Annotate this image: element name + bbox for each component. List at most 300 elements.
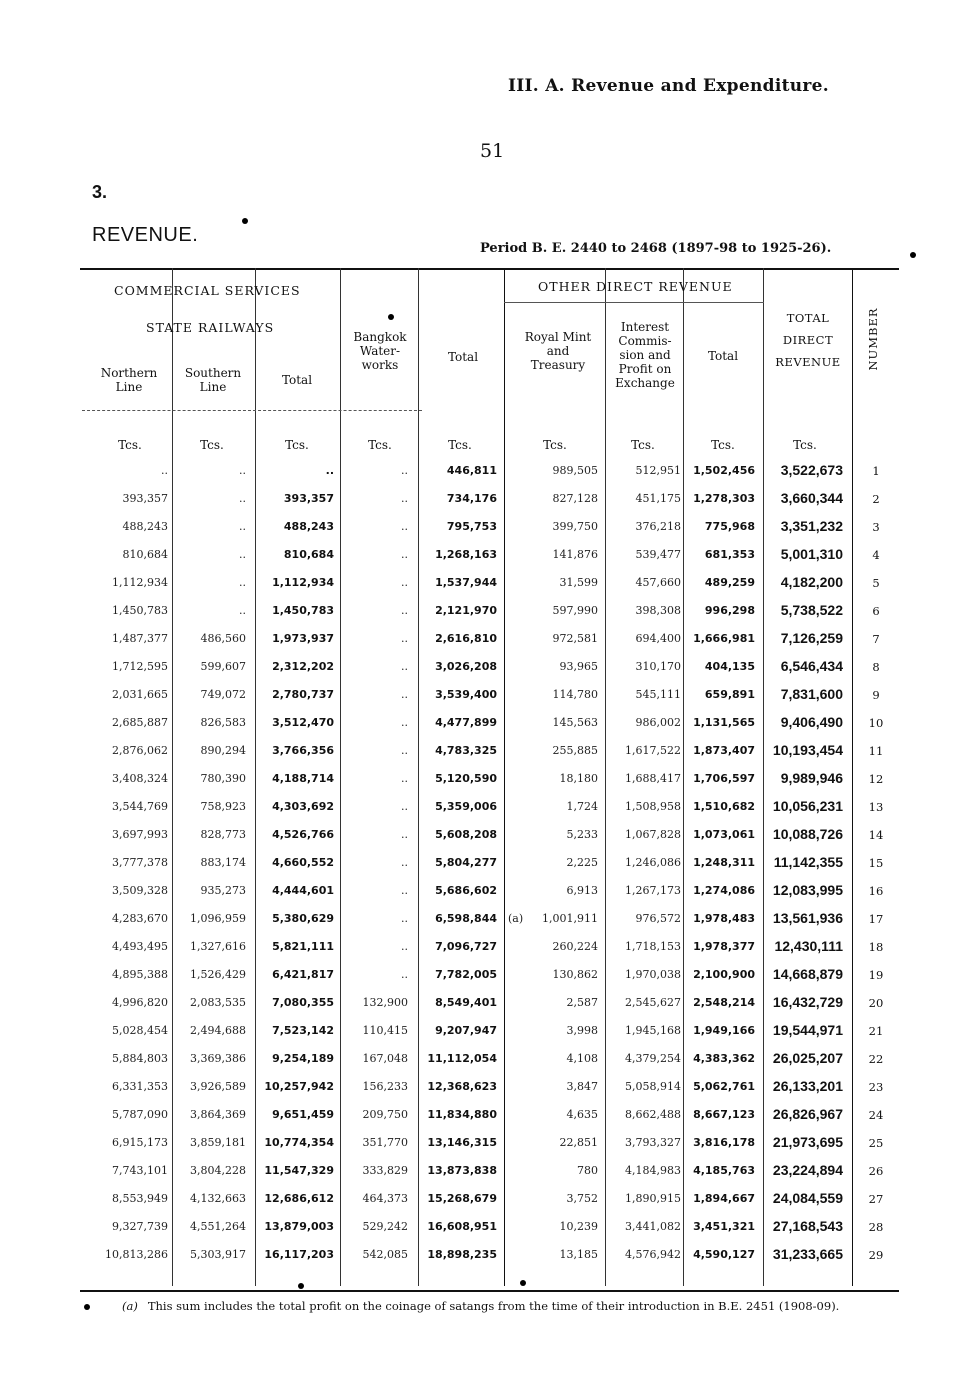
group-header-other: OTHER DIRECT REVENUE [538, 279, 733, 294]
cell-i: 4,576,942 [625, 1248, 681, 1261]
cell-m: 3,752 [566, 1192, 598, 1205]
table-row [0, 1102, 965, 1130]
cell-row-number: 16 [868, 884, 884, 898]
ink-speck [910, 252, 916, 258]
cell-s: 4,132,663 [190, 1192, 246, 1205]
table-row [0, 1242, 965, 1270]
cell-m: 1,001,911 [542, 912, 598, 925]
cell-w: .. [401, 576, 408, 589]
cell-ot: 4,185,763 [693, 1164, 755, 1177]
cell-rt: 810,684 [283, 548, 334, 561]
cell-ct: 734,176 [446, 492, 497, 505]
cell-ot: 1,510,682 [693, 800, 755, 813]
cell-s: 4,551,264 [190, 1220, 246, 1233]
cell-n: 4,996,820 [112, 996, 168, 1009]
cell-row-number: 1 [872, 464, 880, 478]
cell-n: 2,031,665 [112, 688, 168, 701]
table-row [0, 990, 965, 1018]
table-row [0, 626, 965, 654]
cell-ct: 1,268,163 [435, 548, 497, 561]
table-row [0, 962, 965, 990]
cell-i: 1,688,417 [625, 772, 681, 785]
cell-m: 972,581 [552, 632, 598, 645]
table-row [0, 458, 965, 486]
cell-s: 599,607 [200, 660, 246, 673]
table-row [0, 794, 965, 822]
cell-row-number: 4 [872, 548, 880, 562]
cell-ct: 2,616,810 [435, 632, 497, 645]
cell-i: 1,508,958 [625, 800, 681, 813]
cell-row-number: 2 [872, 492, 880, 506]
cell-n: 2,685,887 [112, 716, 168, 729]
cell-ct: 4,783,325 [435, 744, 497, 757]
cell-i: 5,058,914 [625, 1080, 681, 1093]
cell-i: 1,617,522 [625, 744, 681, 757]
cell-ct: 5,804,277 [435, 856, 497, 869]
ink-speck [84, 1304, 90, 1310]
cell-td: 26,133,201 [772, 1078, 843, 1094]
cell-i: 1,945,168 [625, 1024, 681, 1037]
cell-i: 4,184,983 [625, 1164, 681, 1177]
cell-td: 16,432,729 [772, 994, 843, 1010]
cell-row-number: 15 [868, 856, 884, 870]
cell-ot: 3,451,321 [693, 1220, 755, 1233]
cell-i: 451,175 [635, 492, 681, 505]
cell-m: 10,239 [559, 1220, 598, 1233]
cell-rt: 10,774,354 [264, 1136, 334, 1149]
cell-ct: 7,782,005 [435, 968, 497, 981]
cell-i: 1,718,153 [625, 940, 681, 953]
table-row [0, 906, 965, 934]
cell-n: 3,408,324 [112, 772, 168, 785]
cell-n: 4,283,670 [112, 912, 168, 925]
cell-n: 3,509,328 [112, 884, 168, 897]
cell-w: 351,770 [362, 1136, 408, 1149]
table-row [0, 682, 965, 710]
cell-m: 2,225 [566, 856, 598, 869]
cell-td: 14,668,879 [772, 966, 843, 982]
cell-row-number: 14 [868, 828, 884, 842]
ink-speck [298, 1283, 304, 1289]
cell-td: 9,406,490 [780, 714, 843, 730]
cell-n: 5,028,454 [112, 1024, 168, 1037]
cell-row-number: 8 [872, 660, 880, 674]
cell-n: 1,487,377 [112, 632, 168, 645]
cell-td: 13,561,936 [772, 910, 843, 926]
cell-td: 3,351,232 [780, 518, 843, 534]
cell-rt: 16,117,203 [264, 1248, 334, 1261]
cell-rt: 6,421,817 [272, 968, 334, 981]
cell-s: 1,096,959 [190, 912, 246, 925]
cell-m: 93,965 [559, 660, 598, 673]
unit-label: Tcs. [118, 438, 142, 452]
cell-w: .. [401, 856, 408, 869]
cell-ct: 12,368,623 [427, 1080, 497, 1093]
cell-ct: 18,898,235 [427, 1248, 497, 1261]
table-row [0, 1214, 965, 1242]
cell-ct: 13,146,315 [427, 1136, 497, 1149]
cell-rt: 5,380,629 [272, 912, 334, 925]
table-row [0, 486, 965, 514]
cell-ct: 3,026,208 [435, 660, 497, 673]
cell-i: 8,662,488 [625, 1108, 681, 1121]
cell-w: .. [401, 800, 408, 813]
cell-n: 3,697,993 [112, 828, 168, 841]
table-row [0, 1046, 965, 1074]
cell-ot: 1,278,303 [693, 492, 755, 505]
cell-m: 260,224 [552, 940, 598, 953]
cell-row-number: 11 [868, 744, 884, 758]
unit-label: Tcs. [793, 438, 817, 452]
cell-s: 935,273 [200, 884, 246, 897]
cell-i: 1,067,828 [625, 828, 681, 841]
cell-w: 529,242 [362, 1220, 408, 1233]
cell-m: 1,724 [566, 800, 598, 813]
cell-ct: 8,549,401 [435, 996, 497, 1009]
cell-row-number: 17 [868, 912, 884, 926]
column-header-commercial-total: Total [447, 350, 479, 364]
cell-m: 2,587 [566, 996, 598, 1009]
cell-td: 11,142,355 [773, 854, 843, 870]
cell-ct: 9,207,947 [435, 1024, 497, 1037]
cell-i: 310,170 [635, 660, 681, 673]
cell-s: 3,864,369 [190, 1108, 246, 1121]
cell-row-number: 24 [868, 1108, 884, 1122]
cell-m: 130,862 [552, 968, 598, 981]
table-row [0, 1130, 965, 1158]
cell-ct: 2,121,970 [435, 604, 497, 617]
cell-ct: 11,834,880 [427, 1108, 497, 1121]
cell-ot: 2,100,900 [693, 968, 755, 981]
cell-m: 3,847 [566, 1080, 598, 1093]
cell-ot: 3,816,178 [693, 1136, 755, 1149]
cell-w: .. [401, 604, 408, 617]
column-header-number: NUMBER [866, 307, 880, 371]
cell-w: .. [401, 912, 408, 925]
cell-n: 10,813,286 [105, 1248, 168, 1261]
cell-row-number: 20 [868, 996, 884, 1010]
cell-n: 1,450,783 [112, 604, 168, 617]
cell-rt: 4,444,601 [272, 884, 334, 897]
cell-rt: 2,312,202 [272, 660, 334, 673]
table-row [0, 766, 965, 794]
column-header-northern: Northern Line [100, 366, 158, 394]
cell-ot: 5,062,761 [693, 1080, 755, 1093]
cell-ct: 13,873,838 [427, 1164, 497, 1177]
cell-m: 399,750 [552, 520, 598, 533]
cell-rt: 393,357 [283, 492, 334, 505]
footnote [122, 1299, 839, 1313]
cell-ot: 996,298 [704, 604, 755, 617]
cell-n: 9,327,739 [112, 1220, 168, 1233]
cell-s: 780,390 [200, 772, 246, 785]
cell-row-number: 23 [868, 1080, 884, 1094]
cell-i: 1,267,173 [625, 884, 681, 897]
cell-w: .. [401, 520, 408, 533]
cell-td: 21,973,695 [772, 1134, 843, 1150]
cell-rt: 4,660,552 [272, 856, 334, 869]
cell-s: .. [239, 548, 246, 561]
table-row [0, 542, 965, 570]
cell-s: .. [239, 520, 246, 533]
cell-i: 1,890,915 [625, 1192, 681, 1205]
cell-footnote-ref: (a) [508, 912, 524, 925]
cell-row-number: 27 [868, 1192, 884, 1206]
cell-m: 18,180 [559, 772, 598, 785]
cell-n: 4,895,388 [112, 968, 168, 981]
cell-m: 13,185 [559, 1248, 598, 1261]
cell-i: 986,002 [635, 716, 681, 729]
cell-row-number: 12 [868, 772, 884, 786]
cell-td: 5,738,522 [780, 602, 843, 618]
cell-ct: 15,268,679 [427, 1192, 497, 1205]
cell-i: 539,477 [635, 548, 681, 561]
cell-i: 398,308 [635, 604, 681, 617]
unit-label: Tcs. [631, 438, 655, 452]
cell-n: 1,112,934 [112, 576, 168, 589]
column-header-waterworks: Bangkok Water- works [353, 330, 407, 372]
group-header-commercial: COMMERCIAL SERVICES [114, 283, 301, 298]
cell-td: 5,001,310 [780, 546, 843, 562]
cell-td: 12,083,995 [772, 882, 843, 898]
table-row [0, 878, 965, 906]
cell-n: 3,544,769 [112, 800, 168, 813]
cell-m: 4,635 [566, 1108, 598, 1121]
cell-ot: 1,978,483 [693, 912, 755, 925]
cell-ct: 5,686,602 [435, 884, 497, 897]
cell-ot: 659,891 [704, 688, 755, 701]
group-header-railways: STATE RAILWAYS [146, 320, 275, 335]
cell-rt: 1,973,937 [272, 632, 334, 645]
cell-i: 457,660 [635, 576, 681, 589]
cell-s: 828,773 [200, 828, 246, 841]
cell-rt: 11,547,329 [264, 1164, 334, 1177]
cell-rt: .. [325, 464, 334, 477]
cell-row-number: 9 [872, 688, 880, 702]
cell-td: 6,546,434 [780, 658, 843, 674]
cell-w: 464,373 [362, 1192, 408, 1205]
cell-td: 31,233,665 [772, 1246, 843, 1262]
cell-ct: 446,811 [446, 464, 497, 477]
cell-ot: 4,590,127 [693, 1248, 755, 1261]
cell-s: 3,369,386 [190, 1052, 246, 1065]
cell-td: 23,224,894 [772, 1162, 843, 1178]
cell-row-number: 28 [868, 1220, 884, 1234]
cell-rt: 1,112,934 [272, 576, 334, 589]
cell-n: 5,884,803 [112, 1052, 168, 1065]
cell-rt: 2,780,737 [272, 688, 334, 701]
cell-n: 488,243 [122, 520, 168, 533]
cell-m: 31,599 [559, 576, 598, 589]
cell-ct: 1,537,944 [435, 576, 497, 589]
page-number: 51 [480, 140, 505, 162]
cell-row-number: 6 [872, 604, 880, 618]
table-row [0, 1186, 965, 1214]
cell-w: .. [401, 716, 408, 729]
unit-label: Tcs. [543, 438, 567, 452]
cell-s: .. [239, 604, 246, 617]
cell-ot: 1,873,407 [693, 744, 755, 757]
cell-ct: 16,608,951 [427, 1220, 497, 1233]
cell-s: 3,804,228 [190, 1164, 246, 1177]
cell-w: 156,233 [362, 1080, 408, 1093]
footnote-text: This sum includes the total profit on the coinage of satangs from the time of their introduction in B.E. 2451 (1908-09). [147, 1299, 840, 1313]
cell-w: 110,415 [362, 1024, 408, 1037]
cell-row-number: 19 [868, 968, 884, 982]
cell-rt: 7,080,355 [272, 996, 334, 1009]
cell-ct: 3,539,400 [435, 688, 497, 701]
cell-ot: 4,383,362 [693, 1052, 755, 1065]
cell-n: 5,787,090 [112, 1108, 168, 1121]
cell-n: 6,915,173 [112, 1136, 168, 1149]
cell-row-number: 10 [868, 716, 884, 730]
cell-td: 10,088,726 [772, 826, 843, 842]
cell-ct: 4,477,899 [435, 716, 497, 729]
unit-row [0, 438, 965, 454]
cell-m: 6,913 [566, 884, 598, 897]
cell-w: .. [401, 968, 408, 981]
cell-ot: 1,073,061 [693, 828, 755, 841]
ink-speck [388, 314, 394, 320]
cell-w: 333,829 [362, 1164, 408, 1177]
cell-s: 3,859,181 [190, 1136, 246, 1149]
cell-m: 22,851 [559, 1136, 598, 1149]
cell-td: 7,831,600 [780, 686, 843, 702]
cell-rt: 5,821,111 [272, 940, 334, 953]
column-header-total-direct: TOTAL DIRECT REVENUE [775, 311, 841, 369]
cell-s: 749,072 [200, 688, 246, 701]
cell-rt: 12,686,612 [264, 1192, 334, 1205]
cell-rt: 3,766,356 [272, 744, 334, 757]
cell-row-number: 7 [872, 632, 880, 646]
cell-i: 976,572 [635, 912, 681, 925]
cell-ot: 489,259 [704, 576, 755, 589]
cell-td: 4,182,200 [780, 574, 843, 590]
cell-rt: 9,254,189 [272, 1052, 334, 1065]
cell-row-number: 22 [868, 1052, 884, 1066]
cell-s: 1,327,616 [190, 940, 246, 953]
cell-m: 827,128 [552, 492, 598, 505]
unit-label: Tcs. [711, 438, 735, 452]
cell-rt: 7,523,142 [272, 1024, 334, 1037]
cell-s: 486,560 [200, 632, 246, 645]
cell-td: 24,084,559 [772, 1190, 843, 1206]
cell-n: 3,777,378 [112, 856, 168, 869]
cell-row-number: 3 [872, 520, 880, 534]
table-row [0, 1074, 965, 1102]
cell-ct: 5,608,208 [435, 828, 497, 841]
cell-s: 890,294 [200, 744, 246, 757]
table-row [0, 710, 965, 738]
cell-row-number: 5 [872, 576, 880, 590]
cell-w: .. [401, 660, 408, 673]
cell-m: 780 [577, 1164, 598, 1177]
chapter-number: 3. [92, 182, 108, 202]
cell-w: 167,048 [362, 1052, 408, 1065]
cell-s: 2,494,688 [190, 1024, 246, 1037]
cell-td: 26,826,967 [772, 1106, 843, 1122]
cell-n: .. [161, 464, 168, 477]
column-header-southern: Southern Line [184, 366, 242, 394]
cell-ot: 1,949,166 [693, 1024, 755, 1037]
cell-w: .. [401, 940, 408, 953]
unit-label: Tcs. [448, 438, 472, 452]
table-row [0, 1018, 965, 1046]
cell-n: 2,876,062 [112, 744, 168, 757]
cell-ot: 1,666,981 [693, 632, 755, 645]
cell-m: 141,876 [552, 548, 598, 561]
cell-w: .. [401, 688, 408, 701]
cell-ct: 11,112,054 [427, 1052, 497, 1065]
column-header-interest: Interest Commis- sion and Profit on Exchange [615, 320, 675, 390]
ink-speck [242, 218, 248, 224]
cell-i: 4,379,254 [625, 1052, 681, 1065]
cell-i: 1,246,086 [625, 856, 681, 869]
footnote-mark: (a) [122, 1299, 138, 1313]
cell-w: .. [401, 744, 408, 757]
cell-w: 542,085 [362, 1248, 408, 1261]
table-row [0, 654, 965, 682]
cell-rt: 488,243 [283, 520, 334, 533]
cell-w: .. [401, 828, 408, 841]
cell-rt: 10,257,942 [264, 1080, 334, 1093]
cell-w: .. [401, 464, 408, 477]
table-row [0, 598, 965, 626]
cell-n: 6,331,353 [112, 1080, 168, 1093]
cell-m: 3,998 [566, 1024, 598, 1037]
table-row [0, 738, 965, 766]
cell-m: 989,505 [552, 464, 598, 477]
section-title: III. A. Revenue and Expenditure. [508, 76, 829, 96]
cell-s: .. [239, 576, 246, 589]
table-row [0, 822, 965, 850]
cell-s: 5,303,917 [190, 1248, 246, 1261]
cell-s: 758,923 [200, 800, 246, 813]
unit-label: Tcs. [285, 438, 309, 452]
unit-label: Tcs. [368, 438, 392, 452]
cell-i: 376,218 [635, 520, 681, 533]
cell-ot: 1,706,597 [693, 772, 755, 785]
table-row [0, 514, 965, 542]
cell-w: 132,900 [362, 996, 408, 1009]
ink-speck [520, 1280, 526, 1286]
cell-m: 145,563 [552, 716, 598, 729]
cell-s: 883,174 [200, 856, 246, 869]
cell-td: 27,168,543 [772, 1218, 843, 1234]
cell-w: 209,750 [362, 1108, 408, 1121]
cell-row-number: 26 [868, 1164, 884, 1178]
cell-td: 19,544,971 [772, 1022, 843, 1038]
table-row [0, 850, 965, 878]
table-row [0, 570, 965, 598]
column-header-other-total: Total [707, 349, 739, 363]
cell-ot: 1,894,667 [693, 1192, 755, 1205]
cell-n: 7,743,101 [112, 1164, 168, 1177]
cell-ot: 1,248,311 [693, 856, 755, 869]
cell-w: .. [401, 548, 408, 561]
table-row [0, 1158, 965, 1186]
cell-td: 26,025,207 [772, 1050, 843, 1066]
cell-i: 3,793,327 [625, 1136, 681, 1149]
cell-ct: 6,598,844 [435, 912, 497, 925]
cell-ct: 5,120,590 [435, 772, 497, 785]
cell-i: 512,951 [635, 464, 681, 477]
cell-w: .. [401, 632, 408, 645]
cell-td: 3,660,344 [780, 490, 843, 506]
cell-row-number: 13 [868, 800, 884, 814]
cell-ot: 404,135 [704, 660, 755, 673]
cell-rt: 13,879,003 [264, 1220, 334, 1233]
